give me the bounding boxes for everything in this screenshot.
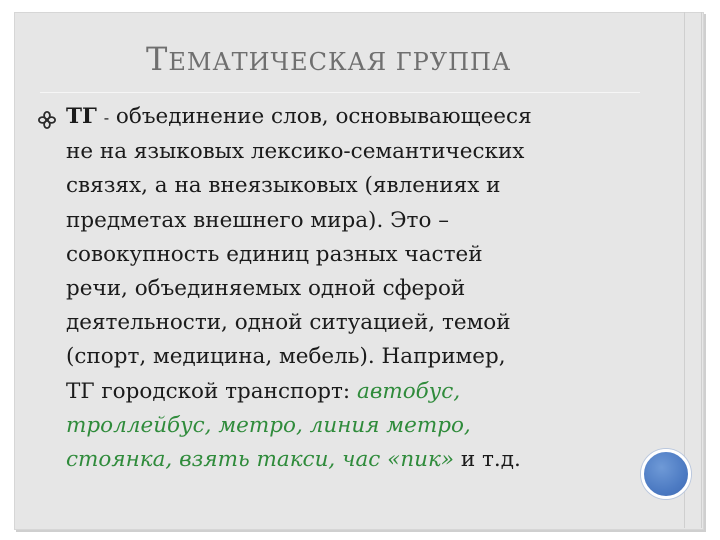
line-1-text: объединение слов, основывающееся <box>109 104 532 129</box>
text-line: связях, а на внеязыковых (явлениях и <box>66 173 501 199</box>
blue-circle-decoration <box>641 449 691 499</box>
dash: - <box>103 108 110 127</box>
title-capital: Т <box>146 40 169 78</box>
example-prefix: ТГ городской транспорт: <box>66 378 358 404</box>
text-line <box>66 100 626 135</box>
example-highlight-3: стоянка, взять такси, час «пик» <box>66 447 455 473</box>
text-line <box>66 375 626 409</box>
abbreviation: ТГ <box>66 104 97 129</box>
right-decorative-bar <box>684 12 702 528</box>
text-line: деятельности, одной ситуацией, темой <box>66 310 511 336</box>
text-line: предметах внешнего мира). Это – <box>66 207 449 233</box>
example-highlight-2: троллейбус, метро, линия метро, <box>66 412 471 438</box>
flower-bullet-icon <box>38 111 56 129</box>
example-highlight-1: автобус, <box>357 378 461 404</box>
slide-title <box>146 40 511 78</box>
bullet-text <box>66 100 626 477</box>
text-line: речи, объединяемых одной сферой <box>66 276 466 302</box>
text-line <box>66 443 626 477</box>
example-suffix: и т.д. <box>454 447 521 473</box>
text-line: совокупность единиц разных частей <box>66 241 483 267</box>
title-divider <box>40 92 640 93</box>
title-rest: ЕМАТИЧЕСКАЯ ГРУППА <box>168 48 512 76</box>
text-line: не на языковых лексико-семантических <box>66 139 525 165</box>
text-line: (спорт, медицина, мебель). Например, <box>66 344 506 370</box>
